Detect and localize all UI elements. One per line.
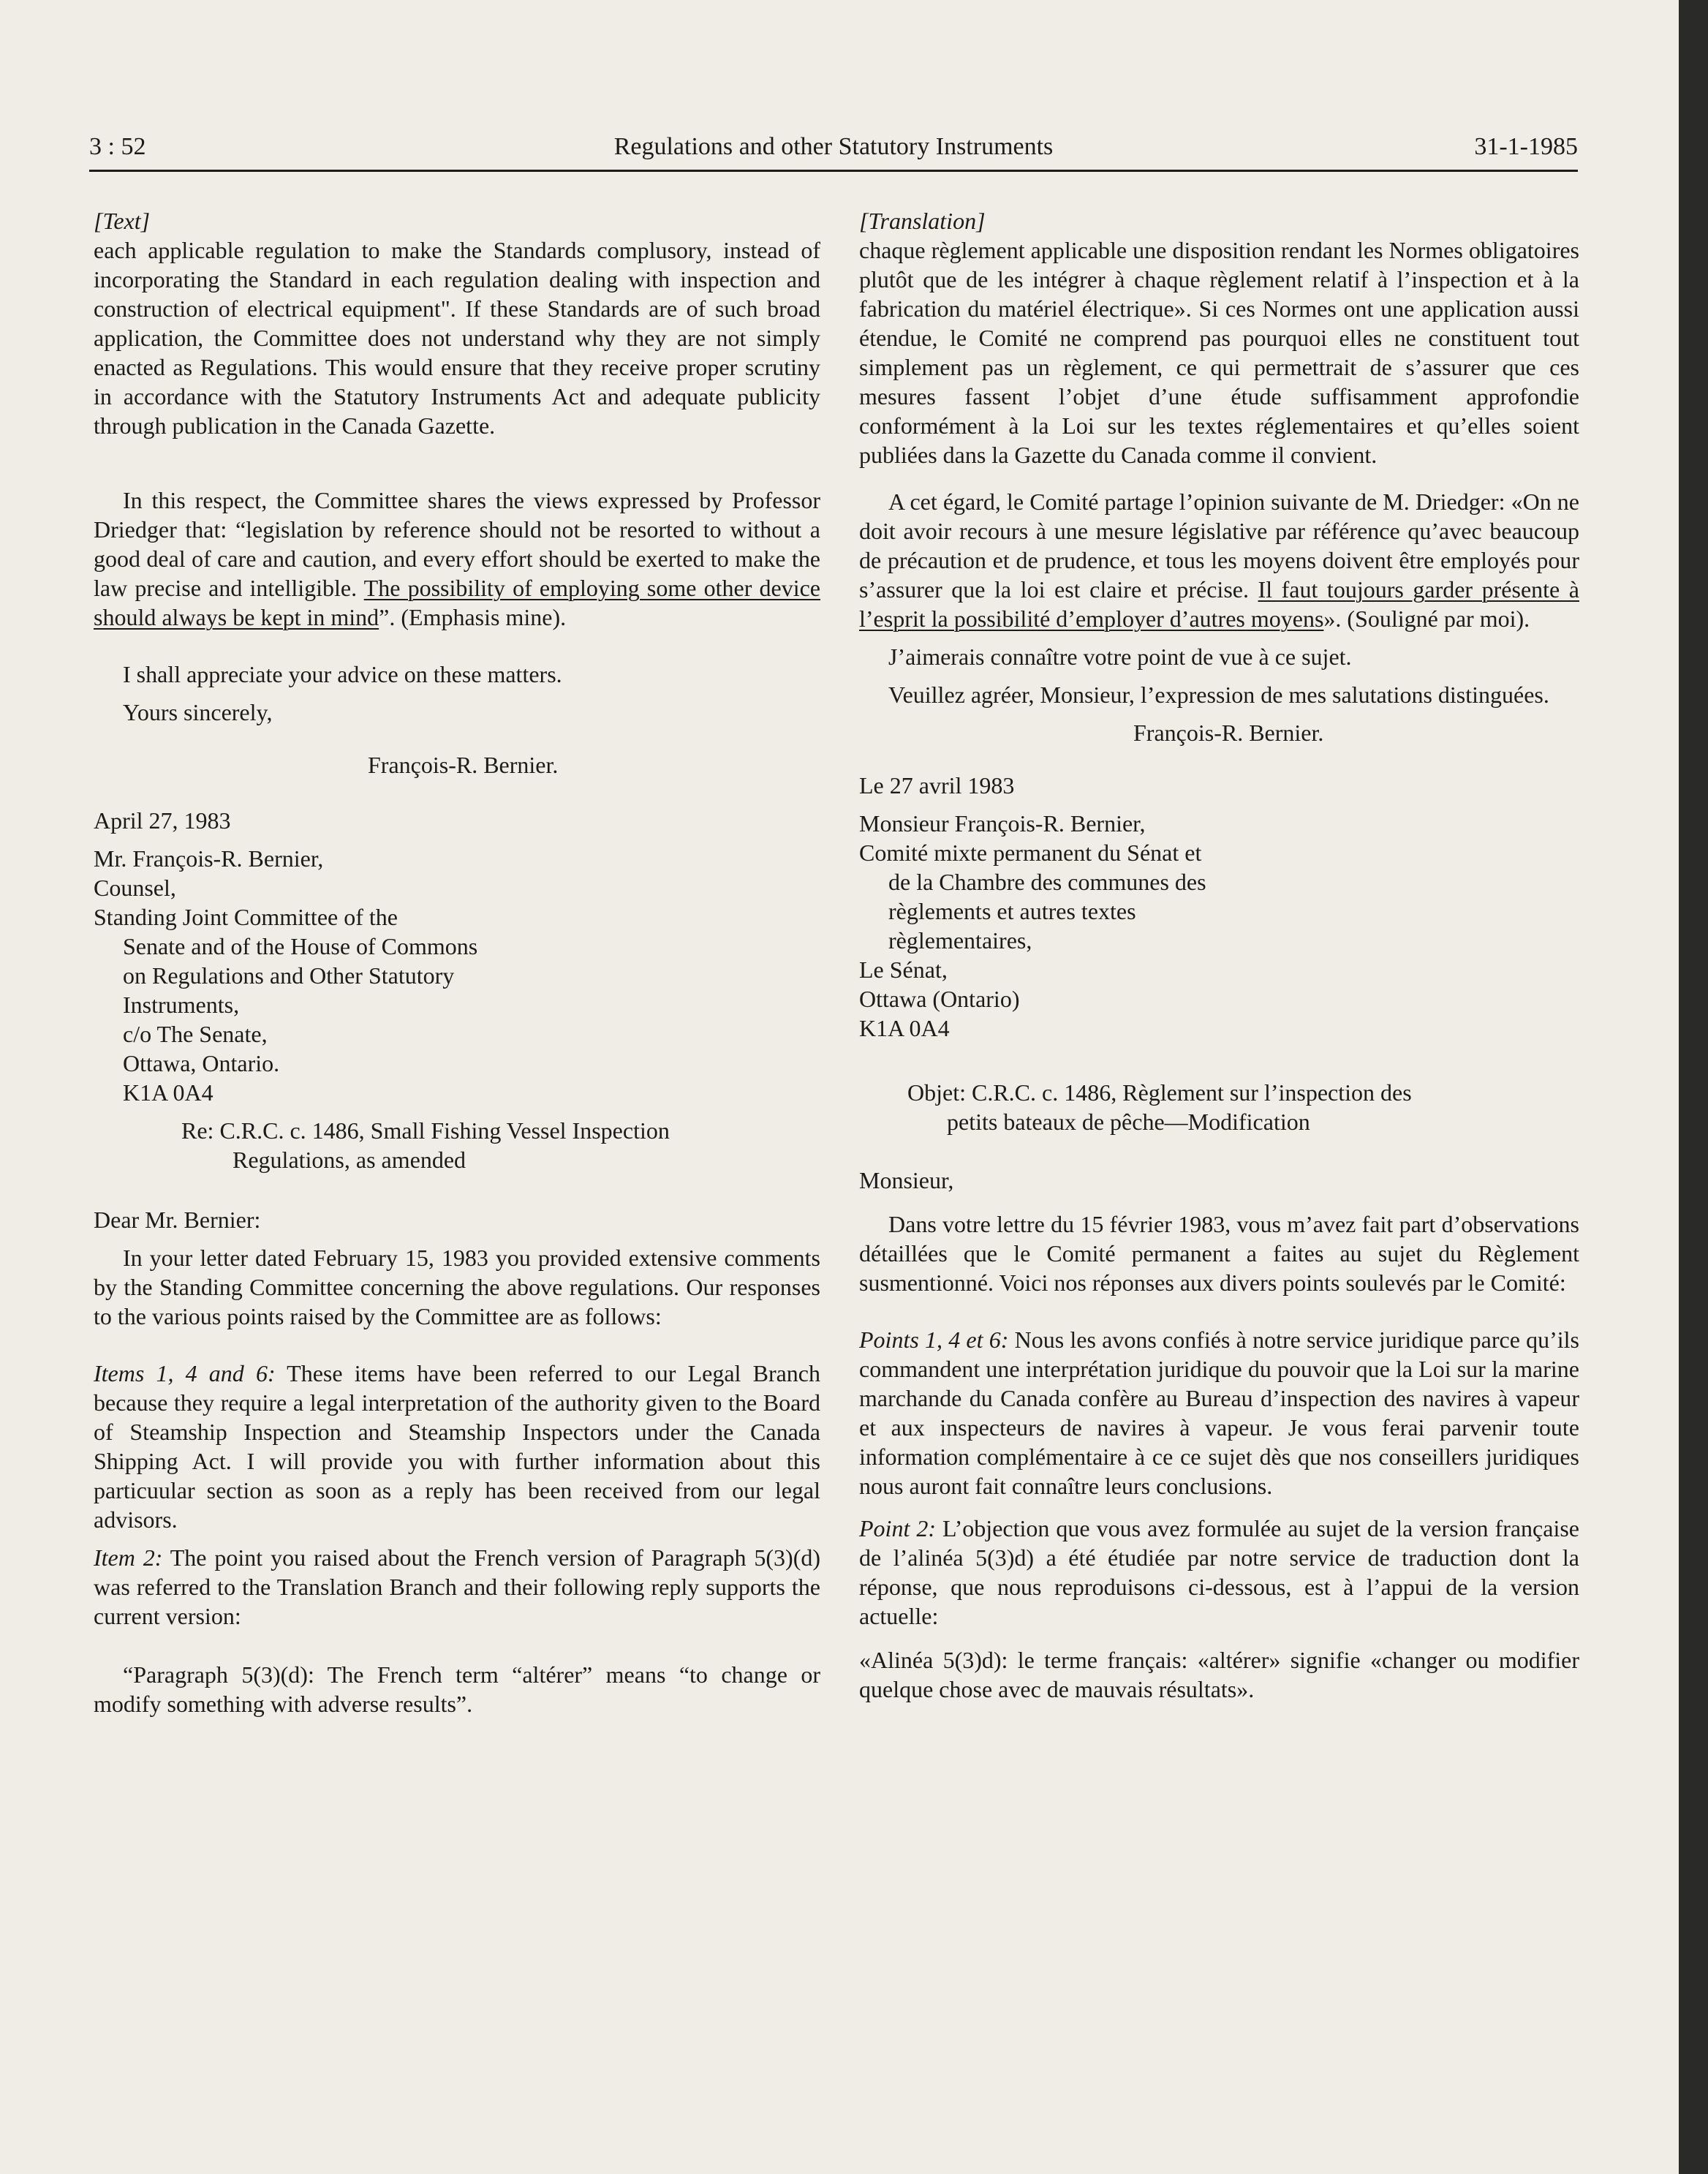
paragraph-items-1-4-6: Items 1, 4 and 6: These items have been referred to our Legal Branch because they require a legal interpretation of the authority given to the Board of Steamship Inspection and Steamship Inspectors under the Canada Shipping Act. I will provide you with further information about this particuular section as soon as a reply has been received from our legal advisors. <box>94 1360 820 1533</box>
letter-date-fr: Le 27 avril 1983 <box>859 772 1015 799</box>
paragraph-responses: In your letter dated February 15, 1983 you provided extensive comments by the Standing Committee concerning the above regulations. Our responses to the various points raised by the Committee are as follows: <box>94 1245 820 1329</box>
signature-fr: François-R. Bernier. <box>1133 720 1324 746</box>
subject-line-fr-2: petits bateaux de pêche—Modification <box>947 1109 1310 1135</box>
translation-quote: “Paragraph 5(3)(d): The French term “altérer” means “to change or modify something with adverse results”. <box>94 1661 820 1717</box>
header-rule <box>89 170 1578 172</box>
salutation: Dear Mr. Bernier: <box>94 1207 261 1233</box>
letter-date: April 27, 1983 <box>94 807 231 834</box>
issue-date: 31-1-1985 <box>1474 133 1578 160</box>
emphasis-underline: The possibility of employing some other device should always be kept in mind <box>94 575 820 630</box>
page-header <box>89 130 1578 174</box>
scan-edge <box>1679 0 1708 2174</box>
paragraph-point-2: Point 2: L’objection que vous avez formulée au sujet de la version française de l’alinéa 5(3)d) a été étudiée par notre service de traduction dont la réponse, que nous reproduisons ci-dessous, est à l’appui de la version actuelle: <box>859 1515 1580 1629</box>
signature: François-R. Bernier. <box>368 752 559 778</box>
page-number: 3 : 52 <box>89 133 146 160</box>
advice-request-fr: J’aimerais connaître votre point de vue à ce sujet. <box>888 643 1352 670</box>
subject-line: Re: C.R.C. c. 1486, Small Fishing Vessel Inspection <box>181 1117 670 1144</box>
paragraph-responses-fr: Dans votre lettre du 15 février 1983, vous m’avez fait part d’observations détaillées que le Comité permanent a faites au sujet du Règlement susmentionné. Voici nos réponses aux divers points soulevés par le Comité: <box>859 1211 1579 1296</box>
closing: Yours sincerely, <box>123 699 273 725</box>
paragraph-driedger-fr: A cet égard, le Comité partage l’opinion suivante de M. Driedger: «On ne doit avoir recours à une mesure législative par référence qu’avec beaucoup de précaution et de prudence, et tous les moyens doivent être employés pour s’assurer que la loi est claire et précise. Il faut toujours garder présente à l’esprit la possibilité d’employer d’autres moyens». (Souligné par moi). <box>859 488 1580 632</box>
running-title: Regulations and other Statutory Instruments <box>613 133 1054 160</box>
paragraph-points-1-4-6: Points 1, 4 et 6: Nous les avons confiés à notre service juridique parce qu’ils commandent une interprétation juridique du pouvoir que la Loi sur la marine marchande du Canada confère au Bureau d’inspection des navires à vapeur et aux inspecteurs de navires à vapeur. Je vous ferai parvenir toute information complémentaire à ce ce sujet dès que nos conseillers juridiques nous auront fait connaître leurs conclusions. <box>859 1326 1580 1499</box>
paragraph-driedger: In this respect, the Committee shares the views expressed by Professor Driedger that: “legislation by reference should not be resorted to without a good deal of care and caution, and every effort should be exerted to make the law precise and intelligible. The possibility of employing some other device should always be kept in mind”. (Emphasis mine). <box>94 487 820 630</box>
translation-tag: [Translation] <box>859 208 986 234</box>
address-block: Mr. François-R. Bernier, Counsel, Standing Joint Committee of the Senate and of the House of Commons on Regulations and Other Statutory Instruments, c/o The Senate, Ottawa, Ontario. K1A 0A4 <box>94 845 478 1106</box>
english-column <box>94 206 820 1718</box>
advice-request: I shall appreciate your advice on these matters. <box>123 661 562 687</box>
closing-fr: Veuillez agréer, Monsieur, l’expression de mes salutations distinguées. <box>888 682 1549 708</box>
translation-quote-fr: «Alinéa 5(3)d): le terme français: «altérer» signifie «changer ou modifier quelque chose avec de mauvais résultats». <box>859 1647 1579 1702</box>
subject-line-2: Regulations, as amended <box>233 1147 466 1173</box>
paragraph-normes: chaque règlement applicable une disposition rendant les Normes obligatoires plutôt que de les intégrer à chaque règlement relatif à l’inspection et à la fabrication du matériel électrique». Si ces Normes ont une application aussi étendue, le Comité ne comprend pas pourquoi elles ne constituent tout simplement pas un règlement, ce qui permettrait de s’assurer que ces mesures fassent l’objet d’une étude suffisamment approfondie conformément à la Loi sur les textes réglementaires et qu’elles soient publiées dans la Gazette du Canada comme il convient. <box>859 237 1579 468</box>
paragraph-item-2: Item 2: The point you raised about the French version of Paragraph 5(3)(d) was referred to the Translation Branch and their following reply supports the current version: <box>94 1544 820 1629</box>
text-tag: [Text] <box>94 208 151 234</box>
subject-line-fr: Objet: C.R.C. c. 1486, Règlement sur l’inspection des <box>907 1079 1412 1106</box>
paragraph-standards: each applicable regulation to make the Standards complusory, instead of incorporating the Standard in each regulation dealing with inspection and construction of electrical equipment". If these Standards are of such broad application, the Committee does not understand why they are not simply enacted as Regulations. This would ensure that they receive proper scrutiny in accordance with the Statutory Instruments Act and adequate publicity through publication in the Canada Gazette. <box>94 237 820 439</box>
french-column <box>859 206 1579 1704</box>
address-block-fr: Monsieur François-R. Bernier, Comité mixte permanent du Sénat et de la Chambre des communes des règlements et autres textes règlementaires, Le Sénat, Ottawa (Ontario) K1A 0A4 <box>859 810 1206 1041</box>
salutation-fr: Monsieur, <box>859 1167 954 1193</box>
emphasis-underline-fr: Il faut toujours garder présente à l’esprit la possibilité d’employer d’autres moyens <box>859 576 1580 632</box>
